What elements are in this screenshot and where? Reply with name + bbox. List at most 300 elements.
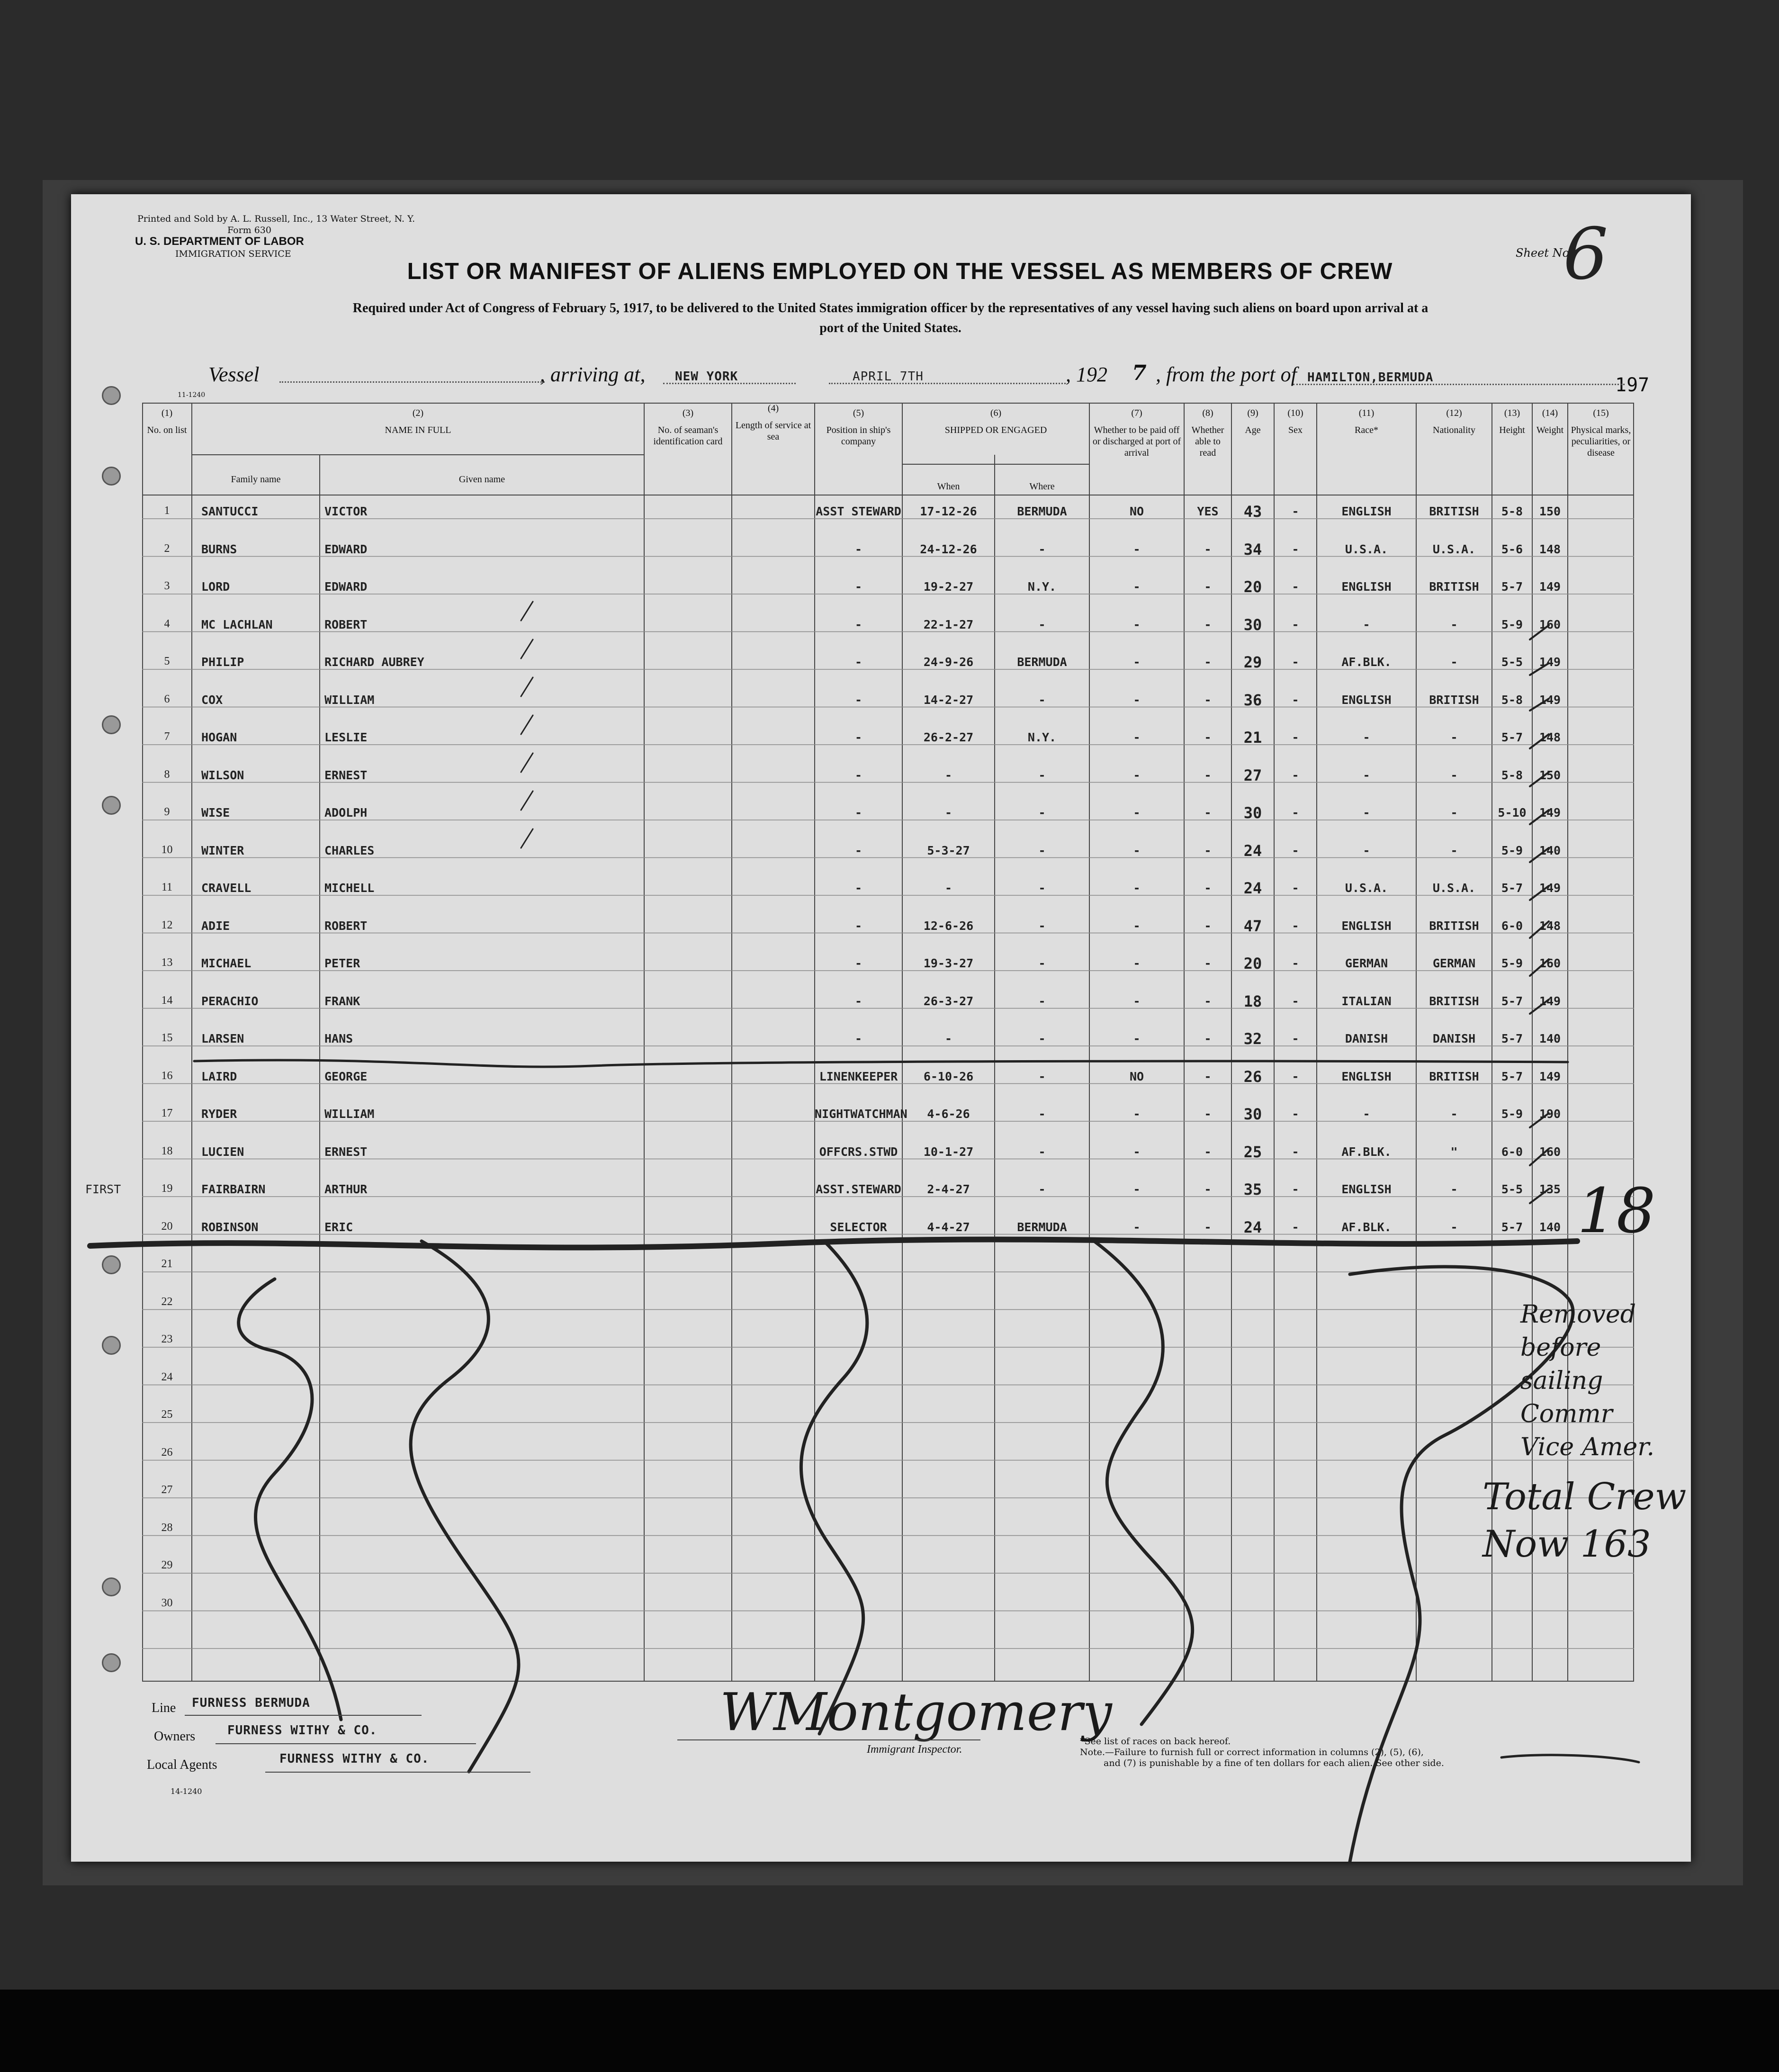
- cell-given: MICHELL: [324, 881, 375, 895]
- cell-when: -: [944, 806, 952, 820]
- cell-given: WILLIAM: [324, 693, 375, 707]
- cell-age: 47: [1243, 917, 1262, 935]
- cell-paid: NO: [1129, 504, 1144, 518]
- cell-where: -: [1038, 806, 1046, 820]
- service-name: IMMIGRATION SERVICE: [175, 249, 291, 259]
- column-label: NAME IN FULL: [385, 425, 451, 435]
- cancel-wave-1: [239, 1279, 341, 1720]
- row-number: 11: [161, 881, 173, 893]
- column-number: (12): [1446, 408, 1462, 418]
- cell-position: -: [854, 843, 863, 857]
- cell-height: 5-5: [1501, 655, 1523, 669]
- cell-family: WINTER: [201, 843, 244, 857]
- underline-flourish: [1501, 1755, 1639, 1762]
- cell-nationality: BRITISH: [1429, 693, 1479, 707]
- row-number: 8: [164, 768, 170, 781]
- row-number: 14: [161, 994, 173, 1007]
- printer-line: Printed and Sold by A. L. Russell, Inc., 13 Water Street, N. Y.: [137, 214, 415, 224]
- cell-when: 5-3-27: [927, 843, 970, 857]
- cell-weight: 160: [1539, 617, 1561, 631]
- cell-where: -: [1038, 1032, 1046, 1045]
- cell-age: 21: [1243, 729, 1262, 747]
- document-title: LIST OR MANIFEST OF ALIENS EMPLOYED ON THE VESSEL AS MEMBERS OF CREW: [407, 259, 1393, 284]
- row-number: 29: [161, 1559, 173, 1571]
- cell-nationality: U.S.A.: [1432, 881, 1476, 895]
- cell-age: 27: [1243, 766, 1262, 784]
- cell-age: 26: [1243, 1067, 1262, 1086]
- cell-position: -: [854, 542, 863, 556]
- cell-height: 5-9: [1501, 617, 1523, 631]
- row-number: 5: [164, 655, 170, 667]
- cell-when: 14-2-27: [923, 693, 974, 707]
- cell-family: MC LACHLAN: [201, 617, 273, 631]
- cell-when: 4-6-26: [927, 1107, 970, 1121]
- cell-when: 26-3-27: [923, 994, 974, 1008]
- cell-family: MICHAEL: [201, 956, 252, 970]
- cell-given: ERNEST: [324, 768, 368, 782]
- cancel-wave-2: [411, 1241, 519, 1772]
- cell-family: PERACHIO: [201, 994, 259, 1008]
- cell-race: AF.BLK.: [1341, 1144, 1392, 1159]
- cell-paid: -: [1133, 806, 1141, 820]
- cell-when: 26-2-27: [923, 730, 974, 744]
- cell-when: 24-12-26: [920, 542, 977, 556]
- cell-height: 5-7: [1501, 580, 1523, 594]
- row-number: 4: [164, 617, 170, 630]
- cell-read: -: [1204, 843, 1212, 857]
- line-field-line: [185, 1715, 422, 1716]
- cell-race: ENGLISH: [1341, 1182, 1392, 1196]
- cell-sex: -: [1292, 693, 1299, 707]
- row-number: 3: [164, 580, 170, 592]
- cell-given: ARTHUR: [324, 1182, 368, 1196]
- cell-read: -: [1204, 806, 1212, 820]
- cell-paid: -: [1133, 881, 1141, 895]
- cell-when: 24-9-26: [923, 655, 974, 669]
- row-number: 19: [161, 1182, 173, 1195]
- cell-position: -: [854, 881, 863, 895]
- cell-nationality: -: [1450, 843, 1458, 857]
- cell-family: BURNS: [201, 542, 237, 556]
- cell-given: PETER: [324, 956, 360, 970]
- cell-sex: -: [1292, 580, 1299, 594]
- checkmark-column: [1530, 625, 1549, 1203]
- cell-given: WILLIAM: [324, 1107, 375, 1121]
- cell-weight: 149: [1539, 1069, 1561, 1083]
- cell-given: EDWARD: [324, 542, 368, 556]
- cell-nationality: U.S.A.: [1432, 542, 1476, 556]
- cell-when: 10-1-27: [923, 1144, 974, 1159]
- cell-read: -: [1204, 542, 1212, 556]
- cell-paid: -: [1133, 994, 1141, 1008]
- strike-line-row-20: [90, 1239, 1577, 1247]
- inspector-label: Immigrant Inspector.: [867, 1743, 962, 1756]
- row-number: 28: [161, 1521, 173, 1534]
- cell-paid: -: [1133, 1144, 1141, 1159]
- cell-age: 18: [1243, 992, 1262, 1010]
- cell-nationality: BRITISH: [1429, 994, 1479, 1008]
- cell-position: -: [854, 580, 863, 594]
- handwritten-total-crew: Total Crew Now 163: [1482, 1476, 1687, 1566]
- cell-where: BERMUDA: [1017, 504, 1067, 518]
- cell-nationality: BRITISH: [1429, 1069, 1479, 1083]
- cell-given: ROBERT: [324, 919, 368, 933]
- handwritten-count: 18: [1577, 1175, 1656, 1247]
- cell-read: -: [1204, 994, 1212, 1008]
- cell-given: LESLIE: [324, 730, 368, 744]
- cell-height: 5-7: [1501, 1032, 1523, 1045]
- local-agents-label: Local Agents: [147, 1757, 217, 1772]
- cell-position: -: [854, 956, 863, 970]
- cell-when: 6-10-26: [923, 1069, 974, 1083]
- cell-age: 24: [1243, 841, 1262, 860]
- cell-when: 4-4-27: [927, 1220, 970, 1234]
- row-number: 13: [161, 956, 173, 969]
- cell-when: 19-2-27: [923, 580, 974, 594]
- row-number: 12: [161, 919, 173, 931]
- document-subtitle: Required under Act of Congress of February 5, 1917, to be delivered to the United States immigration officer by the representatives of any vessel having such aliens on board upon arrival at a port of the United States.: [352, 301, 1429, 335]
- form-code-bottom: 14-1240: [171, 1787, 202, 1796]
- owners-value: FURNESS WITHY & CO.: [227, 1723, 377, 1738]
- row-number: 2: [164, 542, 170, 555]
- cell-family: HOGAN: [201, 730, 237, 744]
- cell-given: GEORGE: [324, 1069, 368, 1083]
- cell-sex: -: [1292, 1107, 1299, 1121]
- cell-sex: -: [1292, 1032, 1299, 1045]
- cell-height: 6-0: [1501, 1144, 1523, 1159]
- column-number: (2): [412, 408, 424, 418]
- sheet-number: 6: [1563, 213, 1608, 296]
- cell-family: LORD: [201, 580, 230, 594]
- cell-where: -: [1038, 919, 1046, 933]
- cell-nationality: -: [1450, 1220, 1458, 1234]
- cell-family: LARSEN: [201, 1032, 244, 1045]
- cell-when: 12-6-26: [923, 919, 974, 933]
- column-number: (8): [1202, 408, 1213, 418]
- form-code-top: 11-1240: [178, 391, 206, 399]
- line-label: Line: [152, 1701, 176, 1715]
- department-name: U. S. DEPARTMENT OF LABOR: [135, 235, 304, 248]
- cell-weight: 140: [1539, 1032, 1561, 1045]
- cell-paid: -: [1133, 730, 1141, 744]
- column-label: Position in ship's company: [826, 425, 891, 447]
- cell-age: 35: [1243, 1180, 1262, 1198]
- cell-family: ROBINSON: [201, 1220, 259, 1234]
- cell-age: 36: [1243, 691, 1262, 709]
- column-number: (14): [1542, 408, 1558, 418]
- cell-given: ADOLPH: [324, 806, 368, 820]
- cell-sex: -: [1292, 655, 1299, 669]
- cell-position: ASST.STEWARD: [816, 1182, 901, 1196]
- column-label: Weight: [1536, 425, 1564, 435]
- cell-where: -: [1038, 1182, 1046, 1196]
- cell-when: -: [944, 768, 952, 782]
- row-number: 20: [161, 1220, 173, 1233]
- column-label: Sex: [1288, 425, 1303, 435]
- cell-given: VICTOR: [324, 504, 368, 518]
- cell-weight: 149: [1539, 655, 1561, 669]
- cell-position: OFFCRS.STWD: [819, 1144, 898, 1159]
- cell-where: -: [1038, 1107, 1046, 1121]
- cell-nationality: -: [1450, 768, 1458, 782]
- cell-where: -: [1038, 542, 1046, 556]
- cancel-wave-4: [1094, 1241, 1193, 1724]
- column-label: Given name: [458, 474, 505, 485]
- cell-position: -: [854, 768, 863, 782]
- local-agents-field-line: [265, 1772, 530, 1773]
- cell-height: 5-7: [1501, 881, 1523, 895]
- cell-read: -: [1204, 768, 1212, 782]
- cell-given: FRANK: [324, 994, 360, 1008]
- column-label: No. on list: [147, 425, 187, 435]
- form-number: Form 630: [227, 225, 271, 235]
- column-label: Whether to be paid off or discharged at port of arrival: [1092, 425, 1181, 458]
- cell-position: SELECTOR: [830, 1220, 887, 1234]
- arriving-port: NEW YORK: [675, 369, 738, 384]
- cell-family: WILSON: [201, 768, 244, 782]
- arriving-label: , arriving at,: [540, 363, 646, 386]
- cell-where: N.Y.: [1027, 580, 1057, 594]
- cell-family: FAIRBAIRN: [201, 1182, 266, 1196]
- column-label: Nationality: [1433, 425, 1475, 435]
- cell-race: ENGLISH: [1341, 919, 1392, 933]
- column-number: (6): [990, 408, 1002, 418]
- row-number: 1: [164, 504, 170, 517]
- cell-weight: 149: [1539, 580, 1561, 594]
- cell-given: ROBERT: [324, 617, 368, 631]
- cell-sex: -: [1292, 768, 1299, 782]
- row-prefix: FIRST: [85, 1182, 121, 1196]
- cell-position: NIGHTWATCHMAN: [815, 1107, 907, 1121]
- cell-weight: 140: [1539, 1220, 1561, 1234]
- row-number: 23: [161, 1333, 173, 1345]
- cell-read: -: [1204, 1144, 1212, 1159]
- cell-when: 19-3-27: [923, 956, 974, 970]
- cell-when: 2-4-27: [927, 1182, 970, 1196]
- row-number: 22: [161, 1295, 173, 1308]
- year-suffix: 7: [1132, 361, 1147, 385]
- cell-read: -: [1204, 1220, 1212, 1234]
- owners-field-line: [216, 1743, 476, 1744]
- cell-where: BERMUDA: [1017, 655, 1067, 669]
- cell-race: AF.BLK.: [1341, 655, 1392, 669]
- row-number: 26: [161, 1446, 173, 1459]
- cell-race: GERMAN: [1345, 956, 1388, 970]
- column-number: (15): [1593, 408, 1609, 418]
- owners-label: Owners: [154, 1729, 196, 1744]
- cell-age: 30: [1243, 1105, 1262, 1123]
- cell-given: HANS: [324, 1032, 353, 1045]
- column-label: Race*: [1355, 425, 1378, 435]
- cell-height: 5-9: [1501, 1107, 1523, 1121]
- column-number: (3): [682, 408, 694, 418]
- cell-weight: 160: [1539, 1144, 1561, 1159]
- cell-where: -: [1038, 617, 1046, 631]
- strike-line-row-15: [194, 1060, 1568, 1067]
- cell-sex: -: [1292, 956, 1299, 970]
- cell-race: U.S.A.: [1345, 881, 1388, 895]
- cell-weight: 149: [1539, 806, 1561, 820]
- cell-age: 30: [1243, 804, 1262, 822]
- cancel-wave-3: [801, 1241, 867, 1734]
- column-label: Family name: [231, 474, 281, 485]
- row-number: 24: [161, 1370, 173, 1383]
- column-number: (11): [1358, 408, 1375, 418]
- cell-race: U.S.A.: [1345, 542, 1388, 556]
- cell-age: 43: [1243, 503, 1262, 521]
- cell-position: ASST STEWARD: [816, 504, 901, 518]
- cell-paid: -: [1133, 655, 1141, 669]
- cell-height: 5-9: [1501, 956, 1523, 970]
- cell-family: WISE: [201, 806, 230, 820]
- cell-weight: 150: [1539, 768, 1561, 782]
- scan-border: [0, 1990, 1779, 2072]
- cell-paid: -: [1133, 1107, 1141, 1121]
- row-number: 17: [161, 1107, 173, 1119]
- row-number: 27: [161, 1484, 173, 1496]
- cell-age: 25: [1243, 1143, 1262, 1161]
- cell-paid: NO: [1129, 1069, 1144, 1083]
- cell-when: 22-1-27: [923, 617, 974, 631]
- local-agents-value: FURNESS WITHY & CO.: [279, 1752, 430, 1766]
- cell-paid: -: [1133, 1220, 1141, 1234]
- cell-family: PHILIP: [201, 655, 244, 669]
- cell-race: ITALIAN: [1341, 994, 1392, 1008]
- column-label: SHIPPED OR ENGAGED: [944, 425, 1047, 435]
- cell-where: -: [1038, 1069, 1046, 1083]
- cell-sex: -: [1292, 1144, 1299, 1159]
- cell-age: 29: [1243, 653, 1262, 671]
- cell-where: -: [1038, 768, 1046, 782]
- cell-nationality: BRITISH: [1429, 580, 1479, 594]
- column-number: (7): [1131, 408, 1142, 418]
- cell-nationality: -: [1450, 806, 1458, 820]
- column-label: Length of service at sea: [735, 420, 811, 442]
- cell-height: 5-7: [1501, 994, 1523, 1008]
- cell-height: 5-5: [1501, 1182, 1523, 1196]
- cell-where: -: [1038, 881, 1046, 895]
- from-port-label: , from the port of: [1156, 363, 1297, 386]
- cell-sex: -: [1292, 1069, 1299, 1083]
- row-number: 18: [161, 1144, 173, 1157]
- column-label: Where: [1029, 481, 1055, 492]
- cell-age: 20: [1243, 578, 1262, 596]
- row-number: 21: [161, 1258, 173, 1270]
- cell-read: -: [1204, 881, 1212, 895]
- cell-age: 20: [1243, 955, 1262, 973]
- corner-number: 197: [1615, 374, 1650, 396]
- cell-position: -: [854, 919, 863, 933]
- cell-sex: -: [1292, 730, 1299, 744]
- column-number: (4): [767, 403, 779, 414]
- cell-nationality: ": [1450, 1144, 1458, 1159]
- cell-height: 5-7: [1501, 1220, 1523, 1234]
- cell-sex: -: [1292, 542, 1299, 556]
- sheet-number-label: Sheet No.: [1516, 246, 1573, 260]
- cell-weight: 160: [1539, 956, 1561, 970]
- cell-nationality: DANISH: [1432, 1032, 1476, 1045]
- cell-read: YES: [1197, 504, 1219, 518]
- cell-weight: 148: [1539, 542, 1561, 556]
- cell-race: -: [1363, 1107, 1370, 1121]
- cell-nationality: -: [1450, 1107, 1458, 1121]
- cell-read: -: [1204, 580, 1212, 594]
- cell-weight: 148: [1539, 730, 1561, 744]
- cell-family: ADIE: [201, 919, 230, 933]
- cell-weight: 149: [1539, 881, 1561, 895]
- cell-nationality: GERMAN: [1432, 956, 1476, 970]
- row-number: 15: [161, 1032, 173, 1044]
- cell-sex: -: [1292, 843, 1299, 857]
- cell-sex: -: [1292, 919, 1299, 933]
- footnote: *See list of races on back hereof. Note.—Failure to furnish full or correct information in columns (2), (5), (6), and (7) is punishable by a fine of ten dollars for each alien. See other side.: [1080, 1736, 1444, 1768]
- cell-weight: 190: [1539, 1107, 1561, 1121]
- cell-position: -: [854, 693, 863, 707]
- cell-read: -: [1204, 1182, 1212, 1196]
- cell-paid: -: [1133, 956, 1141, 970]
- cell-race: -: [1363, 768, 1370, 782]
- cell-where: -: [1038, 956, 1046, 970]
- cell-paid: -: [1133, 693, 1141, 707]
- cell-paid: -: [1133, 1032, 1141, 1045]
- cell-family: COX: [201, 693, 223, 707]
- cell-read: -: [1204, 730, 1212, 744]
- column-label: Physical marks, peculiarities, or disease: [1571, 425, 1631, 458]
- signature-line: [677, 1739, 980, 1740]
- cell-family: RYDER: [201, 1107, 237, 1121]
- cell-height: 5-8: [1501, 768, 1523, 782]
- cell-sex: -: [1292, 881, 1299, 895]
- cell-read: -: [1204, 919, 1212, 933]
- handwritten-removed-note: Removed before sailing Commr Vice Amer.: [1520, 1300, 1655, 1461]
- cell-nationality: -: [1450, 655, 1458, 669]
- cell-sex: -: [1292, 617, 1299, 631]
- column-label: No. of seaman's identification card: [653, 425, 723, 447]
- cell-weight: 135: [1539, 1182, 1561, 1196]
- cell-race: ENGLISH: [1341, 1069, 1392, 1083]
- handwriting-overlay: [71, 194, 1691, 1862]
- cell-read: -: [1204, 693, 1212, 707]
- arrival-date: APRIL 7TH: [853, 369, 924, 384]
- row-number: 16: [161, 1069, 173, 1082]
- cell-position: -: [854, 806, 863, 820]
- row-number: 6: [164, 693, 170, 705]
- column-number: (13): [1504, 408, 1520, 418]
- vessel-label: Vessel: [208, 363, 260, 386]
- row-number: 10: [161, 843, 173, 856]
- column-label: Height: [1499, 425, 1525, 435]
- cell-paid: -: [1133, 617, 1141, 631]
- cell-given: ERNEST: [324, 1144, 368, 1159]
- cell-nationality: -: [1450, 730, 1458, 744]
- cell-height: 6-0: [1501, 919, 1523, 933]
- cell-sex: -: [1292, 994, 1299, 1008]
- cell-age: 30: [1243, 615, 1262, 634]
- cell-paid: -: [1133, 1182, 1141, 1196]
- cell-race: -: [1363, 806, 1370, 820]
- column-number: (10): [1287, 408, 1303, 418]
- from-port: HAMILTON,BERMUDA: [1307, 370, 1434, 385]
- cell-given: CHARLES: [324, 843, 375, 857]
- cell-position: -: [854, 994, 863, 1008]
- year-prefix: , 192: [1066, 363, 1107, 386]
- cell-read: -: [1204, 617, 1212, 631]
- cell-race: AF.BLK.: [1341, 1220, 1392, 1234]
- cell-family: LUCIEN: [201, 1144, 244, 1159]
- column-number: (9): [1247, 408, 1258, 418]
- cell-position: LINENKEEPER: [819, 1069, 898, 1083]
- cell-position: -: [854, 617, 863, 631]
